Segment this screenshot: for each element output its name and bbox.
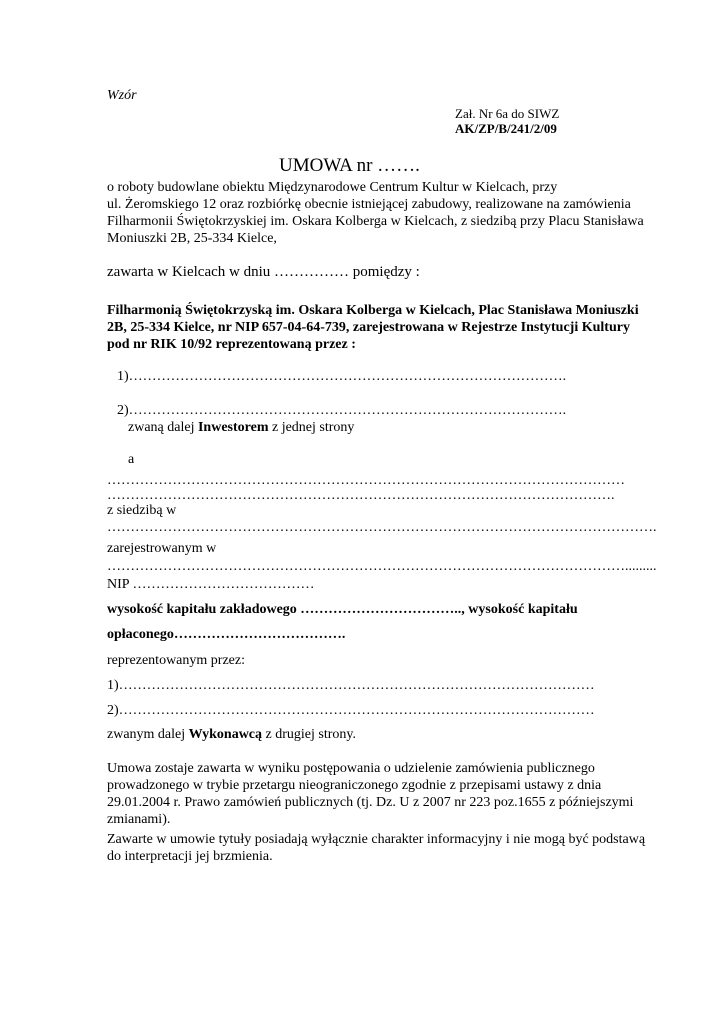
contractor-name-line-2: ……………………………………………………………………………………………….: [107, 488, 615, 503]
investor-line-3: pod nr RIK 10/92 reprezentowaną przez :: [107, 337, 356, 352]
paragraph-1-line-1: Umowa zostaje zawarta w wyniku postępowania o udzielenie zamówienia publicznego: [107, 761, 595, 776]
seat-label: z siedzibą w: [107, 503, 177, 518]
template-label: Wzór: [107, 88, 137, 103]
registered-line: ………………………………………………………………………………………………….........: [107, 559, 657, 574]
registered-label: zarejestrowanym w: [107, 541, 217, 556]
contractor-called-pre: zwanym dalej: [107, 727, 189, 742]
subject-line-4: Moniuszki 2B, 25-334 Kielce,: [107, 231, 277, 246]
reference-number: AK/ZP/B/241/2/09: [455, 121, 557, 136]
subject-line-3: Filharmonii Świętokrzyskiej im. Oskara Kolberga w Kielcach, z siedzibą przy Placu Stanisława: [107, 214, 644, 229]
and-separator: a: [128, 452, 135, 467]
investor-representative-1: 1)………………………………………………………………………………….: [117, 369, 567, 384]
investor-called-pre: zwaną dalej: [128, 420, 198, 435]
paragraph-2-line-1: Zawarte w umowie tytuły posiadają wyłącznie charakter informacyjny i nie mogą być podstawą: [107, 832, 646, 847]
contractor-called-bold: Wykonawcą: [188, 727, 263, 742]
seat-line: ……………………………………………………………………………………………………….: [107, 520, 657, 535]
attachment-label: Zał. Nr 6a do SIWZ: [455, 106, 560, 121]
contract-title: UMOWA nr …….: [279, 155, 420, 176]
investor-representative-2: 2)………………………………………………………………………………….: [117, 403, 567, 418]
investor-line-1: Filharmonią Świętokrzyską im. Oskara Kolberga w Kielcach, Plac Stanisława Moniuszki: [107, 303, 639, 318]
paragraph-2-line-2: do interpretacji jej brzmienia.: [107, 849, 273, 864]
paragraph-1-line-3: 29.01.2004 r. Prawo zamówień publicznych (tj. Dz. U z 2007 nr 223 poz.1655 z późniejszymi: [107, 795, 634, 810]
subject-line-2: ul. Żeromskiego 12 oraz rozbiórkę obecnie istniejącej zabudowy, realizowane na zamówienia: [107, 197, 631, 212]
contractor-called: [107, 726, 356, 743]
represented-by-label: reprezentowanym przez:: [107, 653, 245, 668]
capital-line-1: wysokość kapitału zakładowego …………………………….., wysokość kapitału: [107, 602, 578, 617]
contractor-name-line-1: …………………………………………………………………………………………………: [107, 473, 625, 488]
investor-called: [128, 419, 354, 436]
contractor-called-post: z drugiej strony.: [262, 727, 356, 742]
paragraph-1-line-4: zmianami).: [107, 812, 171, 827]
contractor-representative-2: 2)…………………………………………………………………………………………: [107, 703, 595, 718]
investor-called-bold: Inwestorem: [197, 420, 269, 435]
contractor-representative-1: 1)…………………………………………………………………………………………: [107, 678, 595, 693]
concluded-line: zawarta w Kielcach w dniu …………… pomiędzy :: [107, 264, 420, 280]
subject-line-1: o roboty budowlane obiektu Międzynarodowe Centrum Kultur w Kielcach, przy: [107, 180, 558, 195]
capital-line-2: opłaconego……………………………….: [107, 627, 346, 642]
investor-line-2: 2B, 25-334 Kielce, nr NIP 657-04-64-739, zarejestrowana w Rejestrze Instytucji Kultury: [107, 320, 630, 335]
investor-called-post: z jednej strony: [268, 420, 355, 435]
paragraph-1-line-2: prowadzonego w trybie przetargu nieograniczonego zgodnie z przepisami ustawy z dnia: [107, 778, 602, 793]
nip-line: NIP …………………………………: [107, 577, 315, 592]
